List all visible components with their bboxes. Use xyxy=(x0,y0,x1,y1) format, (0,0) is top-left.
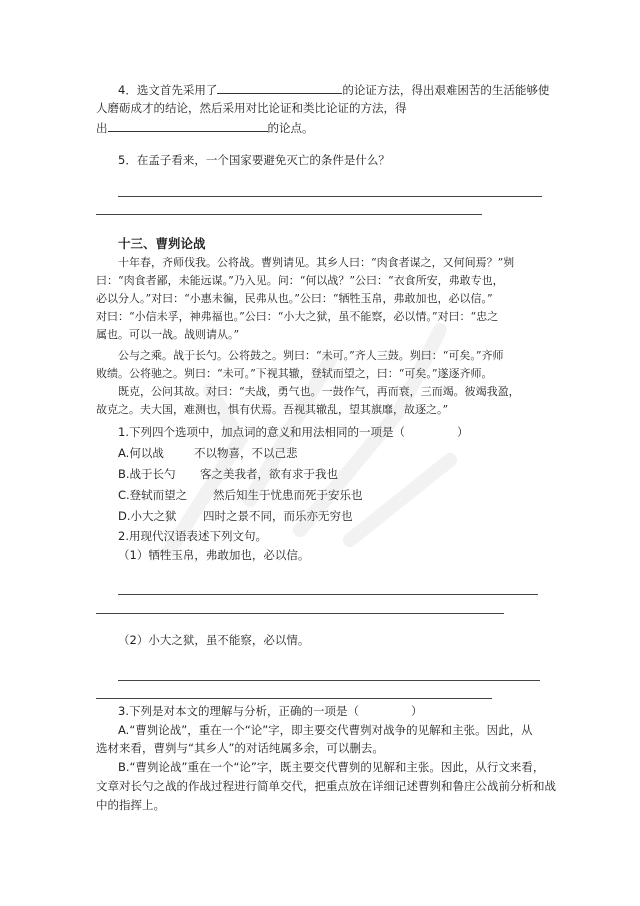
mc1-option-b-right: 客之美我者，欲有求于我也 xyxy=(200,467,338,481)
q3-option-b-line-1: B.“曹刿论战”重在一个“论”字，既主要交代曹刿的见解和主张。因此，从行文来看， xyxy=(118,760,545,774)
q3-option-a-line-2: 选材来看，曹刿与“其乡人”的对话纯属多余，可以删去。 xyxy=(96,741,384,755)
passage-line-4: 对曰：“小信未孚，神弗福也。”公曰：“小大之狱，虽不能察，必以情。”对曰：“忠之 xyxy=(96,310,499,323)
passage-line-5: 属也。可以一战。战则请从。” xyxy=(96,328,240,341)
q3-stem-end: ） xyxy=(410,704,423,718)
q3-option-b-line-2: 文章对长勺之战的作战过程进行简单交代，把重点放在详细记述曹刿和鲁庄公战前分析和战 xyxy=(96,779,556,793)
mc1-stem-text: 1.下列四个选项中，加点词的意义和用法相同的一项是（ xyxy=(118,425,405,439)
q3-stem-text: 3.下列是对本文的理解与分析，正确的一项是（ xyxy=(118,704,359,718)
q4-text-prefix: 出 xyxy=(96,121,108,135)
mc1-stem-end: ） xyxy=(456,425,469,439)
q2-answer-line-3[interactable] xyxy=(118,680,540,681)
q3-option-a-line-1: A.“曹刿论战”，重在一个“论”字，即主要交代曹刿对战争的见解和主张。因此，从 xyxy=(118,723,533,737)
passage-line-1: 十年春，齐师伐我。公将战。曹刿请见。其乡人曰：“肉食者谋之，又何间焉？”刿 xyxy=(118,256,515,269)
mc1-option-c-right: 然后知生于忧患而死于安乐也 xyxy=(213,488,363,502)
q2-answer-line-2[interactable] xyxy=(96,613,504,614)
passage-line-6: 公与之乘。战于长勺。公将鼓之。刿曰：“未可。”齐人三鼓。刿曰：“可矣。”齐师 xyxy=(118,349,504,362)
q2-stem: 2.用现代汉语表述下列文句。 xyxy=(118,529,267,543)
q4-line-2: 人磨砺成才的结论，然后采用对比论证和类比论证的方法，得 xyxy=(96,101,407,115)
passage-line-8: 既克，公问其故。对曰：“夫战，勇气也。一鼓作气，再而衰，三而竭。彼竭我盈， xyxy=(118,385,520,398)
passage-line-9: 故克之。夫大国，难测也，惧有伏焉。吾视其辙乱，望其旗靡，故逐之。” xyxy=(96,403,449,416)
q2-answer-line-1[interactable] xyxy=(118,594,538,595)
q5-answer-line-2[interactable] xyxy=(96,214,482,215)
q4-text-suffix: 的论点。 xyxy=(267,121,314,135)
mc1-option-c-left: C.登轼而望之 xyxy=(118,488,188,502)
watermark-graphic xyxy=(150,300,470,580)
section-title: 十三、曹刿论战 xyxy=(118,236,206,251)
mc1-option-b-left: B.战于长勺 xyxy=(118,467,176,481)
q4-line-3 xyxy=(96,119,314,136)
q4-line-1 xyxy=(118,81,549,98)
mc1-option-a-left: A.何以战 xyxy=(118,446,164,460)
q2-answer-line-4[interactable] xyxy=(96,698,492,699)
q4-text-part2: 的论证方法，得出艰难困苦的生活能够使 xyxy=(342,83,550,97)
mc1-option-d-left: D.小大之狱 xyxy=(118,509,177,523)
q4-blank-1[interactable] xyxy=(217,81,342,94)
q3-option-b-line-3: 中的指挥上。 xyxy=(96,798,165,812)
passage-line-2: 曰：“肉食者鄙，未能远谋。”乃入见。问：“何以战？”公曰：“衣食所安，弗敢专也， xyxy=(96,274,504,287)
mc1-option-a-right: 不以物喜，不以己悲 xyxy=(194,446,298,460)
q3-stem xyxy=(118,703,422,719)
passage-line-7: 败绩。公将驰之。刿曰：“未可。”下视其辙，登轼而望之，曰：“可矣。”遂逐齐师。 xyxy=(96,367,493,380)
q2-sentence-2: （2）小大之狱，虽不能察，必以情。 xyxy=(118,633,310,647)
mc1-option-d-right: 四时之景不同，而乐亦无穷也 xyxy=(203,509,353,523)
q5-question: 5．在孟子看来，一个国家要避免灭亡的条件是什么？ xyxy=(118,153,390,167)
passage-line-3: 必以分人。”对曰：“小惠未徧，民弗从也。”公曰：“牺牲玉帛，弗敢加也，必以信。” xyxy=(96,292,493,305)
q4-text-part1: 4．选文首先采用了 xyxy=(118,83,218,97)
q2-sentence-1: （1）牺牲玉帛，弗敢加也，必以信。 xyxy=(118,548,310,562)
q5-answer-line-1[interactable] xyxy=(118,196,542,197)
q4-blank-2[interactable] xyxy=(108,119,268,132)
